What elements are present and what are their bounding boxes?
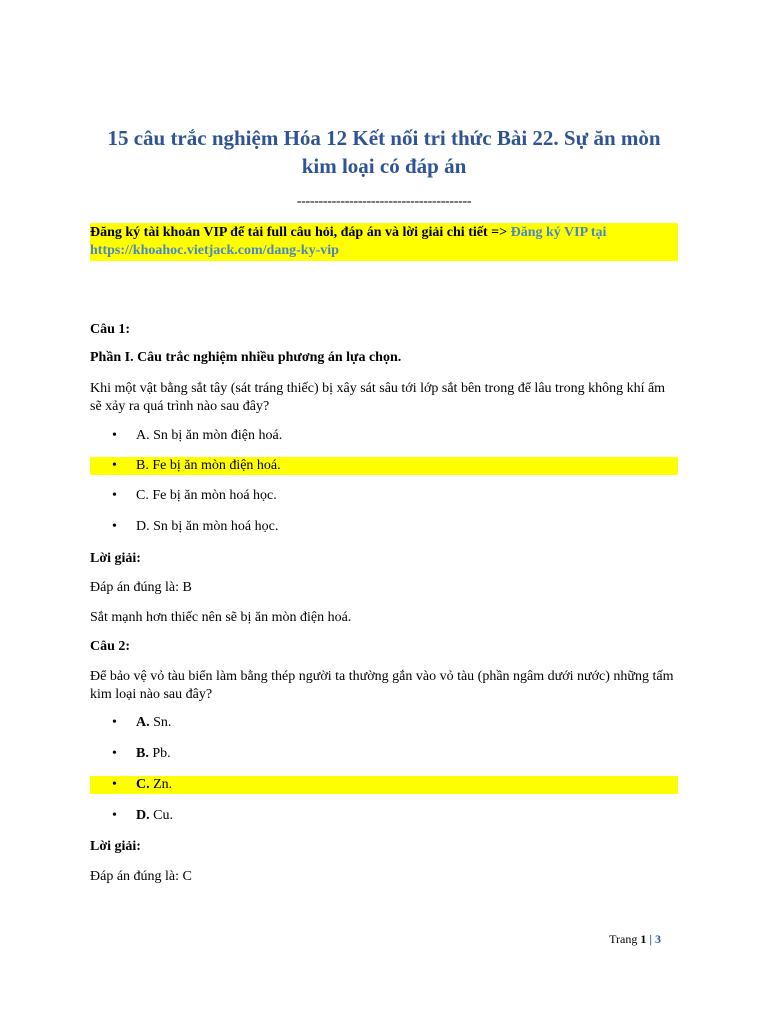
option-text: D. Sn bị ăn mòn hoá học. [136,519,279,534]
option-text: Cu. [149,808,173,823]
question-1-label: Câu 1: [90,322,131,337]
q1-option-c [90,487,678,505]
option-letter: D. [136,808,150,823]
option-text: Zn. [149,777,173,792]
option-text: C. Fe bị ăn mòn hoá học. [136,488,277,503]
option-text: Pb. [148,746,171,761]
section-heading: Phần I. Câu trắc nghiệm nhiều phương án lựa chọn. [90,350,402,365]
q1-option-b-correct [90,457,678,475]
bullet-icon: • [112,458,117,473]
promo-text: Đăng ký tài khoản VIP để tải full câu hỏi, đáp án và lời giải chi tiết => [90,225,511,240]
bullet-icon: • [112,746,117,761]
page-number: 1 [640,932,647,946]
bullet-icon: • [112,519,117,534]
option-letter: C. [136,777,150,792]
bullet-icon: • [112,428,117,443]
option-letter: B. [136,746,149,761]
q2-option-b [90,745,678,763]
q2-option-d [90,807,678,825]
page-total: 3 [655,932,661,946]
q2-answer: Đáp án đúng là: C [90,869,192,884]
q1-option-d [90,518,678,536]
q1-solution-label: Lời giải: [90,551,141,566]
vip-register-link[interactable]: Đăng ký VIP tại https://khoahoc.vietjack.com/dang-ky-vip [90,225,607,258]
document-title: 15 câu trắc nghiệm Hóa 12 Kết nối tri thức Bài 22. Sự ăn mòn kim loại có đáp án [107,126,661,178]
page-word: Trang [609,932,641,946]
q2-option-a [90,714,678,732]
bullet-icon: • [112,488,117,503]
bullet-icon: • [112,715,117,730]
page-separator: | [646,932,655,946]
bullet-icon: • [112,777,117,792]
option-letter: A. [136,715,150,730]
q2-solution-label: Lời giải: [90,839,141,854]
vip-promo-banner [90,223,678,261]
option-text: A. Sn bị ăn mòn điện hoá. [136,428,283,443]
question-2-label: Câu 2: [90,639,131,654]
option-text: Sn. [149,715,172,730]
title-divider: ---------------------------------------- [296,194,472,209]
q1-option-a [90,427,678,445]
q2-option-c-correct [90,776,678,794]
option-text: B. Fe bị ăn mòn điện hoá. [136,458,281,473]
page-footer [609,932,661,946]
q1-explanation: Sắt mạnh hơn thiếc nên sẽ bị ăn mòn điện hoá. [90,610,352,625]
q1-answer: Đáp án đúng là: B [90,580,192,595]
bullet-icon: • [112,808,117,823]
question-2-text: Để bảo vệ vỏ tàu biển làm bằng thép người ta thường gắn vào vỏ tàu (phần ngâm dưới nước) những tấm kim loại nào sau đây? [90,669,674,702]
question-1-text: Khi một vật bằng sắt tây (sát tráng thiếc) bị xây sát sâu tới lớp sắt bên trong để lâu trong không khí ẩm sẽ xảy ra quá trình nào sau đây? [90,381,666,414]
